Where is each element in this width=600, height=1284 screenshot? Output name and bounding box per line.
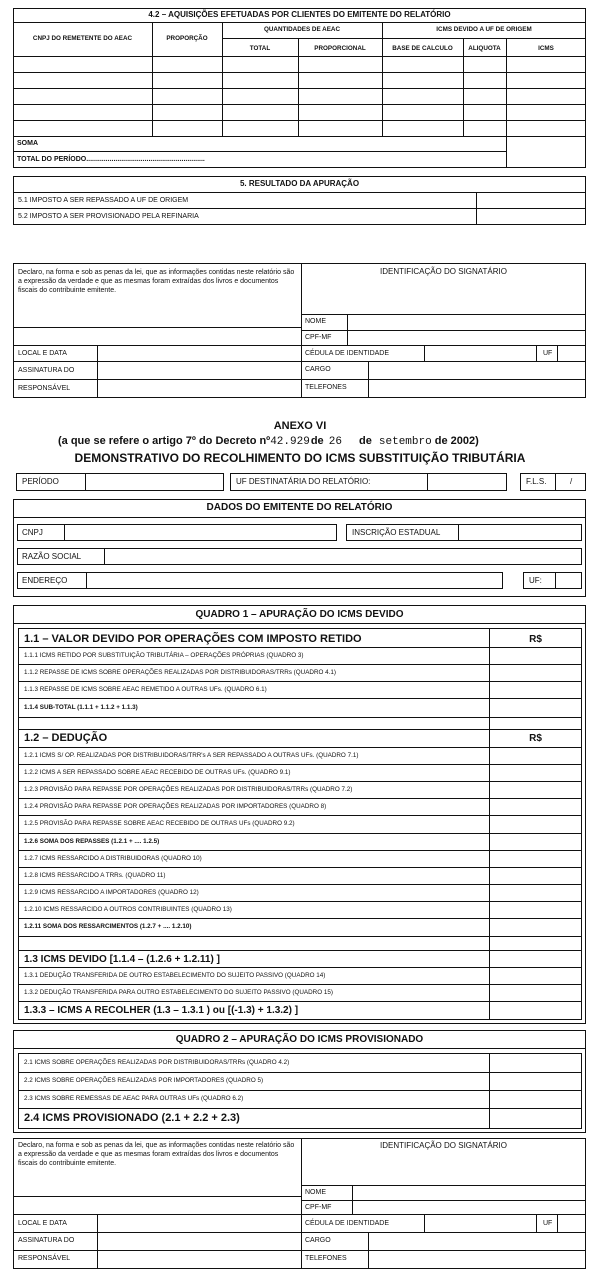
decree-prefix: (a que se refere o artigo 7º do Decreto nº [58, 435, 271, 447]
row-1-3-3: 1.3.3 – ICMS A RECOLHER (1.3 – 1.3.1 ) ou [(-1.3) + 1.3.2) ] [24, 1005, 299, 1016]
row-1-1-1: 1.1.1 ICMS RETIDO POR SUBSTITUIÇÃO TRIBUTÁRIA – OPERAÇÕES PRÓPRIAS (QUADRO 3) [24, 652, 304, 659]
row-2-3: 2.3 ICMS SOBRE REMESSAS DE AEAC PARA OUTRAS UFs (QUADRO 6.2) [24, 1095, 244, 1102]
endereco-label: ENDEREÇO [22, 576, 68, 585]
section-4-2-title: 4.2 – AQUISIÇÕES EFETUADAS POR CLIENTES DO EMITENTE DO RELATÓRIO [148, 10, 451, 19]
row-1-1-3: 1.1.3 REPASSE DE ICMS SOBRE AEAC REMETIDO A OUTRAS UFs. (QUADRO 6.1) [24, 686, 267, 693]
decree-day: 26 [328, 436, 342, 448]
col-base-calculo: BASE DE CALCULO [392, 45, 453, 52]
row-1-1-2: 1.1.2 REPASSE DE ICMS SOBRE OPERAÇÕES REALIZADAS POR DISTRIBUIDORAS/TRRs (QUADRO 4.1) [24, 669, 336, 676]
col-aliquota: ALIQUOTA [468, 45, 501, 52]
telefones-label-1: TELEFONES [305, 384, 347, 391]
telefones-label-2: TELEFONES [305, 1255, 347, 1262]
heading-1-3: 1.3 ICMS DEVIDO [1.1.4 – (1.2.6 + 1.2.11) ] [24, 954, 220, 965]
row-1-2-2: 1.2.2 ICMS A SER REPASSADO SOBRE AEAC RECEBIDO DE OUTRAS UFs. (QUADRO 9.1) [24, 769, 291, 776]
endereco-field [17, 572, 503, 589]
total-periodo-label: TOTAL DO PERÍODO............................................................. [17, 156, 205, 163]
rs-label-1: R$ [529, 634, 542, 645]
quadro-2-title: QUADRO 2 – APURAÇÃO DO ICMS PROVISIONADO [175, 1034, 424, 1045]
responsavel-label-1: RESPONSÁVEL [18, 385, 71, 392]
heading-1-2: 1.2 – DEDUÇÃO [24, 732, 108, 744]
signatory-id-title-1: IDENTIFICAÇÃO DO SIGNATÁRIO [380, 267, 507, 276]
soma-label: SOMA [17, 140, 38, 147]
row-5-2: 5.2 IMPOSTO A SER PROVISIONADO PELA REFINARIA [18, 213, 199, 220]
decree-reference [58, 435, 479, 448]
row-1-2-4: 1.2.4 PROVISÃO PARA REPASSE POR OPERAÇÕES REALIZADAS POR IMPORTADORES (QUADRO 8) [24, 803, 327, 810]
cargo-label-2: CARGO [305, 1237, 331, 1244]
row-2-1: 2.1 ICMS SOBRE OPERAÇÕES REALIZADAS POR DISTRIBUIDORAS/TRRs (QUADRO 4.2) [24, 1059, 290, 1066]
quadro-1-title: QUADRO 1 – APURAÇÃO DO ICMS DEVIDO [195, 609, 404, 620]
assinatura-label-2: ASSINATURA DO [18, 1237, 75, 1244]
row-5-1: 5.1 IMPOSTO A SER REPASSADO A UF DE ORIGEM [18, 197, 189, 204]
col-total: TOTAL [249, 45, 271, 52]
uf-label-1: UF [543, 350, 553, 357]
uf-label: UF: [529, 576, 542, 585]
local-data-label-2: LOCAL E DATA [18, 1220, 67, 1227]
uf-destinataria-label: UF DESTINATÁRIA DO RELATÓRIO: [236, 477, 371, 486]
row-1-2-10: 1.2.10 ICMS RESSARCIDO A OUTROS CONTRIBUINTES (QUADRO 13) [24, 906, 232, 913]
row-1-2-8: 1.2.8 ICMS RESSARCIDO A TRRs. (QUADRO 11) [24, 872, 166, 879]
cpf-label-2: CPF-MF [305, 1204, 332, 1211]
row-1-2-3: 1.2.3 PROVISÃO PARA REPASSE POR OPERAÇÕES REALIZADAS POR DISTRIBUIDORAS/TRRs (QUADRO 7.2) [24, 786, 353, 793]
cedula-label-2: CÉDULA DE IDENTIDADE [305, 1220, 390, 1227]
row-1-2-9: 1.2.9 ICMS RESSARCIDO A IMPORTADORES (QUADRO 12) [24, 889, 199, 896]
assinatura-label-1: ASSINATURA DO [18, 367, 75, 374]
nome-label-1: NOME [305, 318, 326, 325]
cpf-label-1: CPF-MF [305, 334, 332, 341]
col-icms: ICMS [538, 45, 554, 52]
decree-de: de [310, 435, 324, 447]
row-1-1-4: 1.1.4 SUB-TOTAL (1.1.1 + 1.1.2 + 1.1.3) [24, 704, 138, 711]
row-1-3-2: 1.3.2 DEDUÇÃO TRANSFERIDA PARA OUTRO ESTABELECIMENTO DO SUJEITO PASSIVO (QUADRO 15) [24, 989, 333, 996]
row-1-2-6: 1.2.6 SOMA DOS REPASSES (1.2.1 + .... 1.2.5) [24, 838, 160, 845]
heading-1-1: 1.1 – VALOR DEVIDO POR OPERAÇÕES COM IMPOSTO RETIDO [24, 633, 362, 645]
row-2-2: 2.2 ICMS SOBRE OPERAÇÕES REALIZADAS POR IMPORTADORES (QUADRO 5) [24, 1077, 264, 1084]
col-proporcional: PROPORCIONAL [314, 45, 366, 52]
emitente-title: DADOS DO EMITENTE DO RELATÓRIO [206, 502, 393, 513]
fls-separator: / [570, 477, 573, 486]
row-2-4: 2.4 ICMS PROVISIONADO (2.1 + 2.2 + 2.3) [24, 1112, 240, 1124]
cnpj-field [17, 524, 337, 541]
col-icms-origem: ICMS DEVIDO A UF DE ORIGEM [436, 26, 532, 33]
row-1-2-5: 1.2.5 PROVISÃO PARA REPASSE SOBRE AEAC RECEBIDO DE OUTRAS UFs (QUADRO 9.2) [24, 820, 295, 827]
decree-month: setembro [378, 436, 432, 448]
col-proporcao: PROPORÇÃO [166, 35, 208, 42]
rs-label-2: R$ [529, 733, 542, 744]
row-1-2-11: 1.2.11 SOMA DOS RESSARCIMENTOS (1.2.7 + .... 1.2.10) [24, 923, 192, 930]
cnpj-label: CNPJ [22, 528, 43, 537]
periodo-label: PERÍODO [22, 477, 59, 486]
uf-label-2: UF [543, 1220, 553, 1227]
row-1-3-1: 1.3.1 DEDUÇÃO TRANSFERIDA DE OUTRO ESTABELECIMENTO DO SUJEITO PASSIVO (QUADRO 14) [24, 972, 326, 979]
cargo-label-1: CARGO [305, 366, 331, 373]
section-5-title: 5. RESULTADO DA APURAÇÃO [239, 179, 360, 188]
nome-label-2: NOME [305, 1189, 326, 1196]
anexo-title: ANEXO VI [273, 420, 327, 432]
cedula-label-1: CÉDULA DE IDENTIDADE [305, 350, 390, 357]
row-1-2-7: 1.2.7 ICMS RESSARCIDO A DISTRIBUIDORAS (QUADRO 10) [24, 855, 202, 862]
decree-number: 42.929 [270, 436, 310, 448]
declaration-text-2: Declaro, na forma e sob as penas da lei, que as informações contidas neste relatório são a expressão da verdade e que as mesmas foram extraídas dos livros e documentos fiscais do contribuinte emitente. [18, 1142, 295, 1167]
col-cnpj-remetente: CNPJ DO REMETENTE DO AEAC [32, 35, 133, 42]
demonstrativo-heading: DEMONSTRATIVO DO RECOLHIMENTO DO ICMS SUBSTITUIÇÃO TRIBUTÁRIA [74, 451, 526, 465]
fls-label: F.L.S. [526, 477, 547, 486]
decree-suffix: de 2002) [434, 435, 479, 447]
row-1-2-1: 1.2.1 ICMS S/ OP. REALIZADAS POR DISTRIBUIDORAS/TRR's A SER REPASSADO A OUTRAS UFs. (QUADRO 7.1) [24, 752, 359, 759]
razao-social-field [17, 548, 582, 565]
ie-label: INSCRIÇÃO ESTADUAL [352, 528, 441, 537]
local-data-label-1: LOCAL E DATA [18, 350, 67, 357]
signatory-id-title-2: IDENTIFICAÇÃO DO SIGNATÁRIO [380, 1141, 507, 1150]
decree-de2: de [358, 435, 372, 447]
col-quantidades-aeac: QUANTIDADES DE AEAC [263, 26, 341, 33]
razao-social-label: RAZÃO SOCIAL [22, 552, 82, 561]
declaration-text-1: Declaro, na forma e sob as penas da lei, que as informações contidas neste relatório são a expressão da verdade e que as mesmas foram extraídas dos livros e documentos fiscais do contribuinte emitente. [18, 269, 295, 294]
responsavel-label-2: RESPONSÁVEL [18, 1255, 71, 1262]
